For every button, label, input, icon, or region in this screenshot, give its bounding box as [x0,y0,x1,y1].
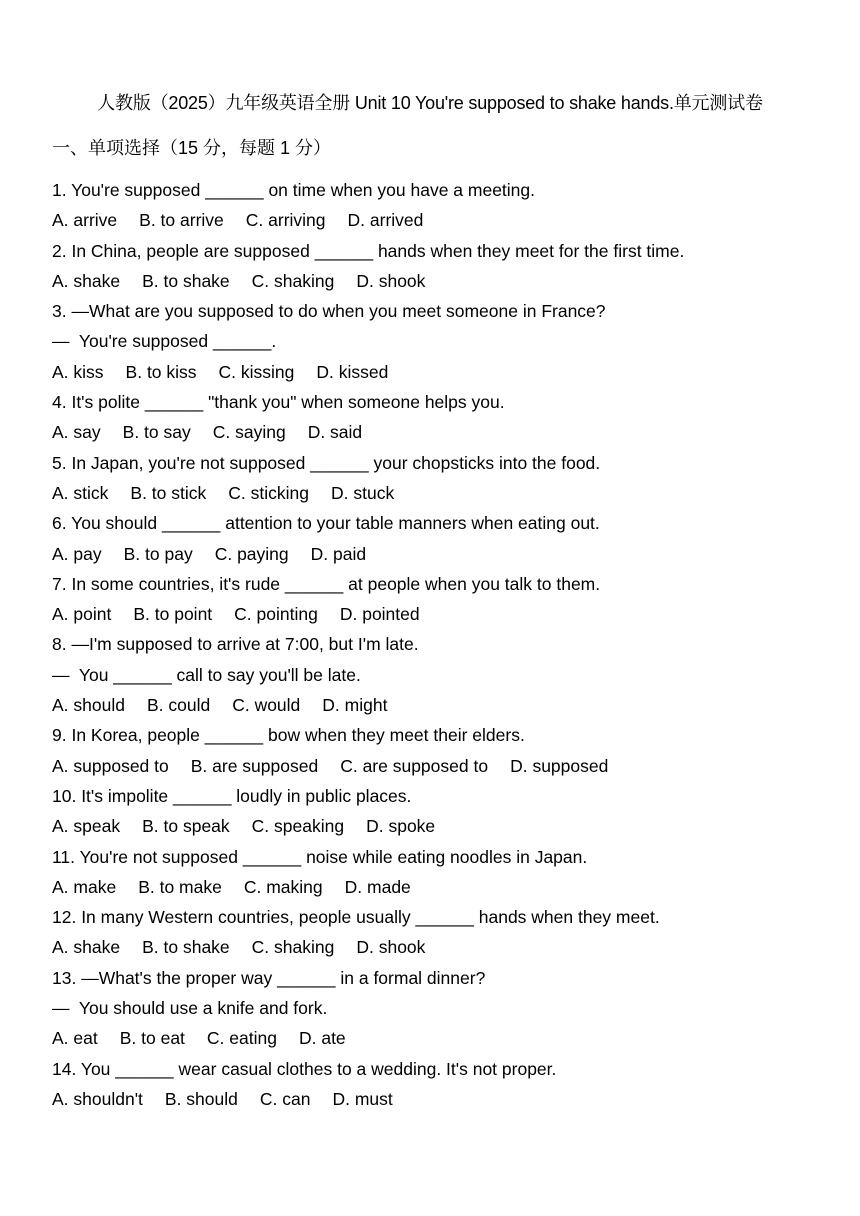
answer-option: A. speak [52,816,121,837]
answer-option: B. to pay [123,543,193,564]
answer-option: D. ate [298,1028,346,1049]
answer-option: B. to point [133,604,213,625]
answer-options [52,811,842,841]
question-item [52,448,842,509]
answer-option: D. paid [310,543,367,564]
question-stem: 11. You're not supposed ______ noise while eating noodles in Japan. [52,846,588,867]
question-stem: 3. —What are you supposed to do when you meet someone in France? [52,301,606,322]
question-dialogue-line: — You ______ call to say you'll be late. [52,664,361,685]
answer-option: C. eating [206,1028,277,1049]
question-list [52,175,842,1114]
answer-option: A. arrive [52,210,118,231]
question-item [52,963,842,1054]
answer-option: C. pointing [234,604,318,625]
answer-options [52,932,842,962]
answer-options [52,417,842,447]
question-item [52,720,842,781]
question-item [52,842,842,903]
answer-option: A. should [52,695,125,716]
answer-option: C. speaking [251,816,345,837]
answer-option: A. point [52,604,112,625]
answer-option: C. are supposed to [340,755,489,776]
question-stem: 9. In Korea, people ______ bow when they meet their elders. [52,725,525,746]
question-item [52,781,842,842]
answer-option: D. arrived [347,210,424,231]
answer-option: A. shake [52,937,121,958]
answer-option: D. kissed [316,361,389,382]
answer-option: B. to shake [142,937,230,958]
answer-option: D. must [332,1088,393,1109]
answer-option: B. to shake [142,270,230,291]
answer-option: B. are supposed [190,755,319,776]
question-stem: 7. In some countries, it's rude ______ at people when you talk to them. [52,573,601,594]
answer-option: B. to kiss [125,361,197,382]
answer-option: B. should [164,1088,238,1109]
answer-options [52,690,842,720]
answer-option: B. to eat [119,1028,185,1049]
answer-option: C. kissing [218,361,295,382]
answer-options [52,539,842,569]
answer-option: C. making [243,876,323,897]
answer-options [52,872,842,902]
question-stem: 14. You ______ wear casual clothes to a wedding. It's not proper. [52,1058,557,1079]
answer-option: A. shouldn't [52,1088,143,1109]
answer-options [52,478,842,508]
answer-options [52,1084,842,1114]
answer-option: D. shook [356,270,426,291]
question-stem: 1. You're supposed ______ on time when you have a meeting. [52,180,536,200]
document-title: 人教版（2025）九年级英语全册 Unit 10 You're supposed to shake hands.单元测试卷 [97,93,763,113]
question-stem: 5. In Japan, you're not supposed ______ your chopsticks into the food. [52,452,601,473]
answer-option: D. said [307,422,363,443]
question-stem: 2. In China, people are supposed ______ hands when they meet for the first time. [52,240,685,261]
answer-option: A. shake [52,270,121,291]
answer-option: B. to stick [130,482,207,503]
question-item [52,296,842,387]
question-stem: 8. —I'm supposed to arrive at 7:00, but I'm late. [52,634,419,655]
answer-options [52,599,842,629]
answer-option: D. pointed [339,604,420,625]
answer-option: D. spoke [366,816,436,837]
question-dialogue-line: — You're supposed ______. [52,331,277,352]
question-stem: 4. It's polite ______ "thank you" when someone helps you. [52,392,505,413]
answer-option: D. might [322,695,388,716]
answer-options [52,266,842,296]
answer-option: C. paying [214,543,289,564]
answer-option: A. say [52,422,101,443]
answer-option: B. to say [122,422,191,443]
question-stem: 13. —What's the proper way ______ in a formal dinner? [52,967,486,988]
question-item [52,236,842,297]
answer-options [52,357,842,387]
answer-option: A. pay [52,543,102,564]
answer-option: C. shaking [251,937,335,958]
answer-option: C. shaking [251,270,335,291]
answer-option: B. to make [138,876,222,897]
answer-option: D. stuck [330,482,395,503]
answer-option: A. supposed to [52,755,169,776]
answer-option: C. would [232,695,301,716]
question-stem: 6. You should ______ attention to your table manners when eating out. [52,513,600,534]
answer-option: D. made [344,876,411,897]
answer-option: B. to speak [142,816,230,837]
answer-option: C. can [259,1088,311,1109]
answer-option: C. sticking [228,482,309,503]
answer-option: A. make [52,876,117,897]
answer-option: B. to arrive [139,210,224,231]
answer-option: A. stick [52,482,109,503]
question-item [52,902,842,963]
question-stem: 12. In many Western countries, people usually ______ hands when they meet. [52,907,660,928]
question-item [52,569,842,630]
question-item [52,508,842,569]
question-dialogue-line: — You should use a knife and fork. [52,998,328,1019]
answer-options [52,1023,842,1053]
answer-option: D. shook [356,937,426,958]
answer-option: A. eat [52,1028,98,1049]
question-item [52,387,842,448]
answer-options [52,205,842,235]
question-item [52,629,842,720]
answer-option: D. supposed [510,755,609,776]
question-item [52,175,842,236]
answer-options [52,751,842,781]
answer-option: A. kiss [52,361,104,382]
answer-option: B. could [146,695,211,716]
question-item [52,1054,842,1115]
question-stem: 10. It's impolite ______ loudly in public places. [52,785,412,806]
answer-option: C. arriving [245,210,326,231]
answer-option: C. saying [212,422,286,443]
section-heading: 一、单项选择（15 分，每题 1 分） [52,138,332,158]
